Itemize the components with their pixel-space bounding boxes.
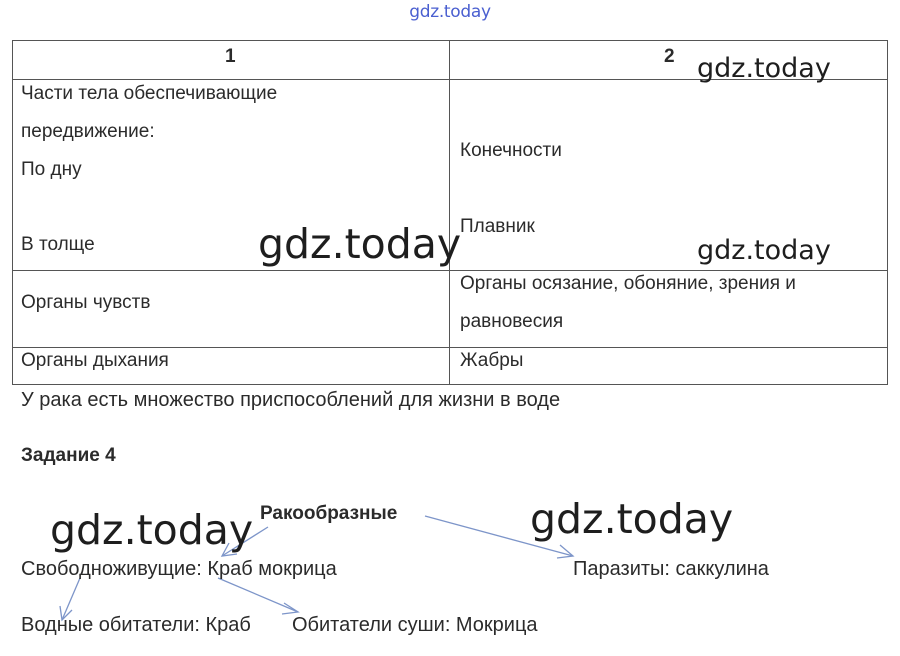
watermark: gdz.today: [258, 220, 462, 268]
table-cell-text: Органы осязание, обоняние, зрения и: [460, 273, 796, 294]
watermark: gdz.today: [697, 53, 831, 84]
table-cell-text: Плавник: [460, 216, 535, 237]
watermark-top: gdz.today: [409, 2, 491, 22]
table-cell-text: Жабры: [460, 350, 524, 371]
table-header-col-2: 2: [664, 46, 675, 67]
table-cell-text: Конечности: [460, 140, 562, 161]
task-title: Задание 4: [21, 445, 116, 466]
watermark: gdz.today: [50, 506, 254, 554]
arrowhead: [557, 545, 573, 558]
table-cell-text: равновесия: [460, 311, 564, 332]
table-cell-text: По дну: [21, 159, 82, 180]
diagram-free-living-label: Свободноживущие: Краб мокрица: [21, 558, 337, 580]
table-cell-text: Органы дыхания: [21, 350, 169, 371]
diagram-aquatic-label: Водные обитатели: Краб: [21, 614, 251, 636]
diagram-root-label: Ракообразные: [260, 503, 398, 524]
watermark: gdz.today: [530, 495, 734, 543]
diagram-parasites-label: Паразиты: саккулина: [573, 558, 769, 580]
arrow-free-living-to-terrestrial: [218, 578, 298, 612]
table-cell-text: Органы чувств: [21, 292, 151, 313]
table-cell-text: передвижение:: [21, 121, 155, 142]
table-cell-text: Части тела обеспечивающие: [21, 83, 278, 104]
conclusion-text: У рака есть множество приспособлений для жизни в воде: [21, 389, 561, 411]
diagram-terrestrial-label: Обитатели суши: Мокрица: [292, 614, 538, 636]
table-cell-text: В толще: [21, 234, 95, 255]
watermark: gdz.today: [697, 235, 831, 266]
table-header-col-1: 1: [225, 46, 236, 67]
